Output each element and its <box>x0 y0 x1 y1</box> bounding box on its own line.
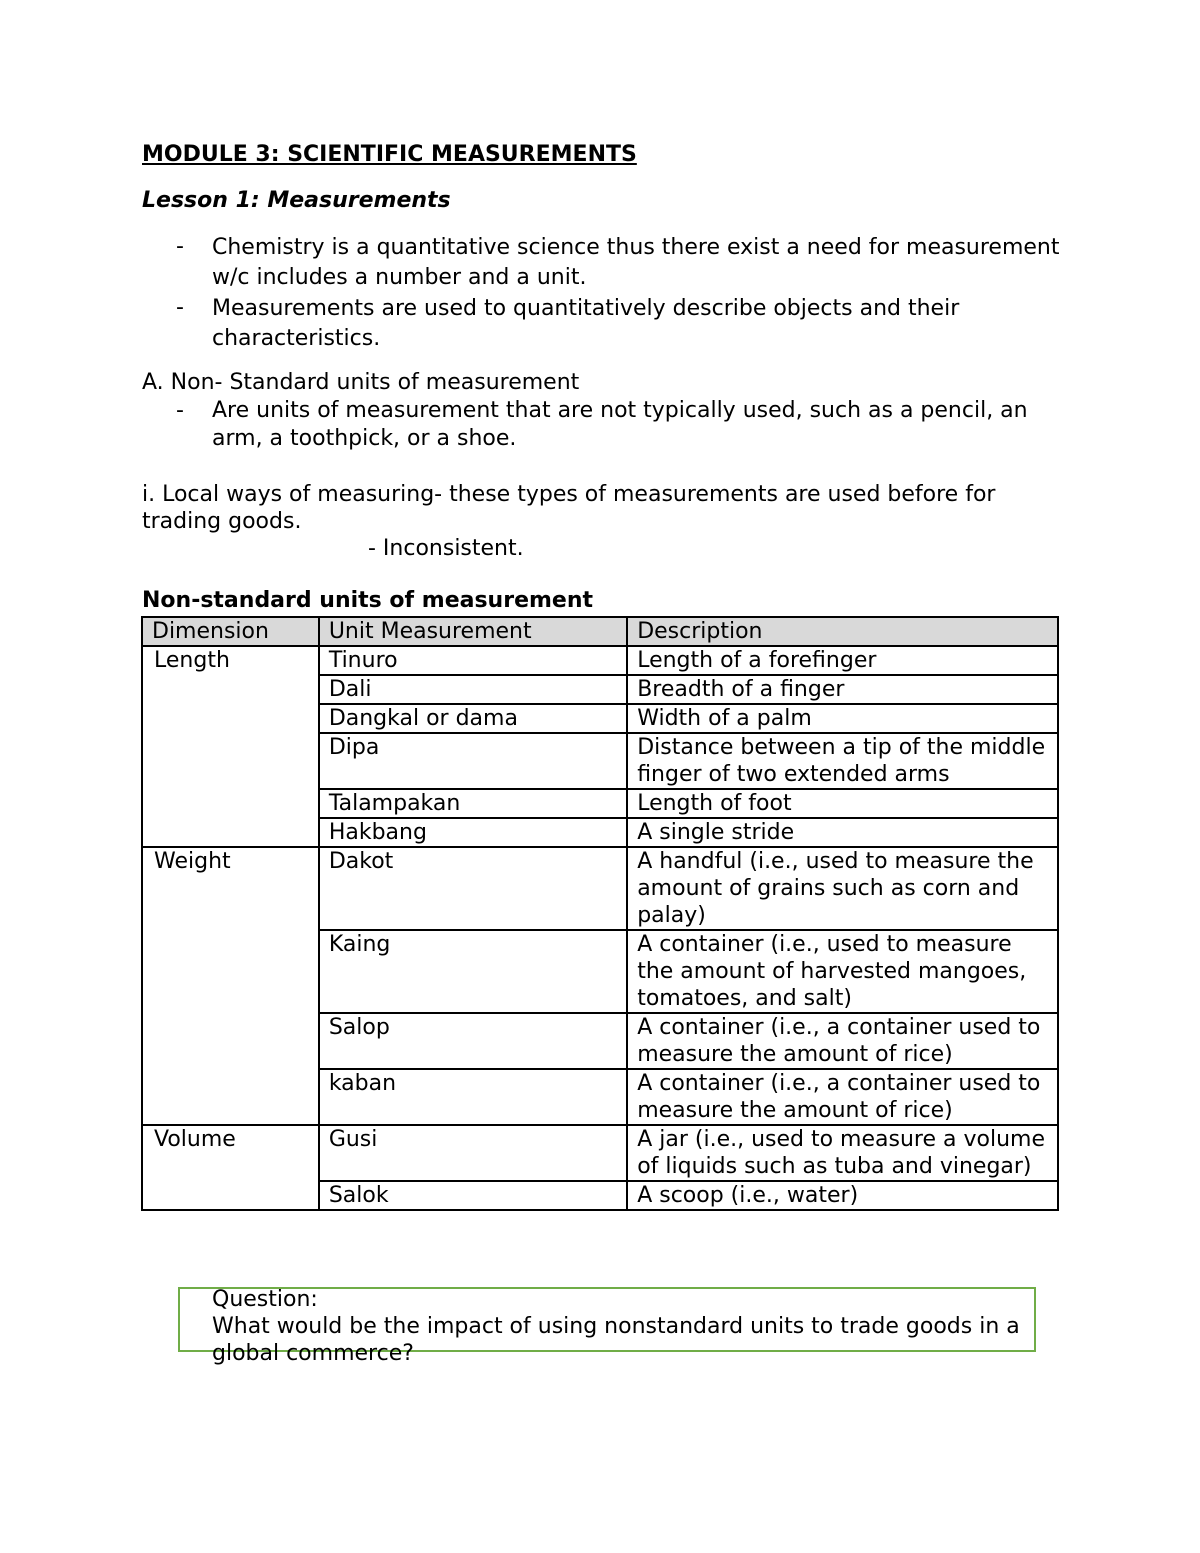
local-ways-text: i. Local ways of measuring- these types of measurements are used before for trading goods. <box>142 482 996 534</box>
dimension-cell: Length <box>142 646 319 847</box>
unit-cell: Hakbang <box>319 818 627 847</box>
module-title: MODULE 3: SCIENTIFIC MEASUREMENTS <box>142 142 637 167</box>
bullet-marker: - <box>176 234 184 259</box>
section-a-heading: A. Non- Standard units of measurement <box>142 370 580 395</box>
description-cell: Length of foot <box>627 789 1058 818</box>
bullet-text: Measurements are used to quantitatively describe objects and their characteristics. <box>212 296 960 351</box>
description-cell: A handful (i.e., used to measure the amount of grains such as corn and palay) <box>627 847 1058 930</box>
bullet-marker: - <box>176 398 184 423</box>
description-cell: Distance between a tip of the middle finger of two extended arms <box>627 733 1058 789</box>
unit-cell: Dakot <box>319 847 627 930</box>
local-ways-note: - Inconsistent. <box>368 536 524 561</box>
description-cell: A scoop (i.e., water) <box>627 1181 1058 1210</box>
table-title: Non-standard units of measurement <box>142 588 594 613</box>
unit-cell: Dipa <box>319 733 627 789</box>
unit-cell: Salop <box>319 1013 627 1069</box>
description-cell: A single stride <box>627 818 1058 847</box>
description-cell: Breadth of a finger <box>627 675 1058 704</box>
dimension-cell: Weight <box>142 847 319 1125</box>
unit-cell: Talampakan <box>319 789 627 818</box>
description-cell: A container (i.e., a container used to measure the amount of rice) <box>627 1013 1058 1069</box>
units-table <box>141 616 1059 1211</box>
unit-cell: Gusi <box>319 1125 627 1181</box>
description-cell: A container (i.e., used to measure the amount of harvested mangoes, tomatoes, and salt) <box>627 930 1058 1013</box>
bullet-text: Chemistry is a quantitative science thus there exist a need for measurement w/c includes a number and a unit. <box>212 235 1060 290</box>
header-dimension: Dimension <box>142 617 319 646</box>
question-text: What would be the impact of using nonstandard units to trade goods in a global commerce? <box>212 1314 1020 1366</box>
question-block <box>212 1286 1072 1367</box>
description-cell: A jar (i.e., used to measure a volume of liquids such as tuba and vinegar) <box>627 1125 1058 1181</box>
dimension-cell: Volume <box>142 1125 319 1210</box>
unit-cell: Kaing <box>319 930 627 1013</box>
description-cell: Length of a forefinger <box>627 646 1058 675</box>
header-unit: Unit Measurement <box>319 617 627 646</box>
unit-cell: Tinuro <box>319 646 627 675</box>
bullet-marker: - <box>176 295 184 320</box>
section-a-bullet: Are units of measurement that are not typically used, such as a pencil, an arm, a toothpick, or a shoe. <box>212 398 1028 451</box>
description-cell: Width of a palm <box>627 704 1058 733</box>
question-label: Question: <box>212 1287 318 1312</box>
table-row <box>142 1125 1058 1181</box>
table-row <box>142 847 1058 930</box>
unit-cell: Dangkal or dama <box>319 704 627 733</box>
table-header-row <box>142 617 1058 646</box>
unit-cell: Dali <box>319 675 627 704</box>
description-cell: A container (i.e., a container used to measure the amount of rice) <box>627 1069 1058 1125</box>
header-description: Description <box>627 617 1058 646</box>
unit-cell: Salok <box>319 1181 627 1210</box>
unit-cell: kaban <box>319 1069 627 1125</box>
table-row <box>142 646 1058 675</box>
lesson-title: Lesson 1: Measurements <box>142 188 451 213</box>
